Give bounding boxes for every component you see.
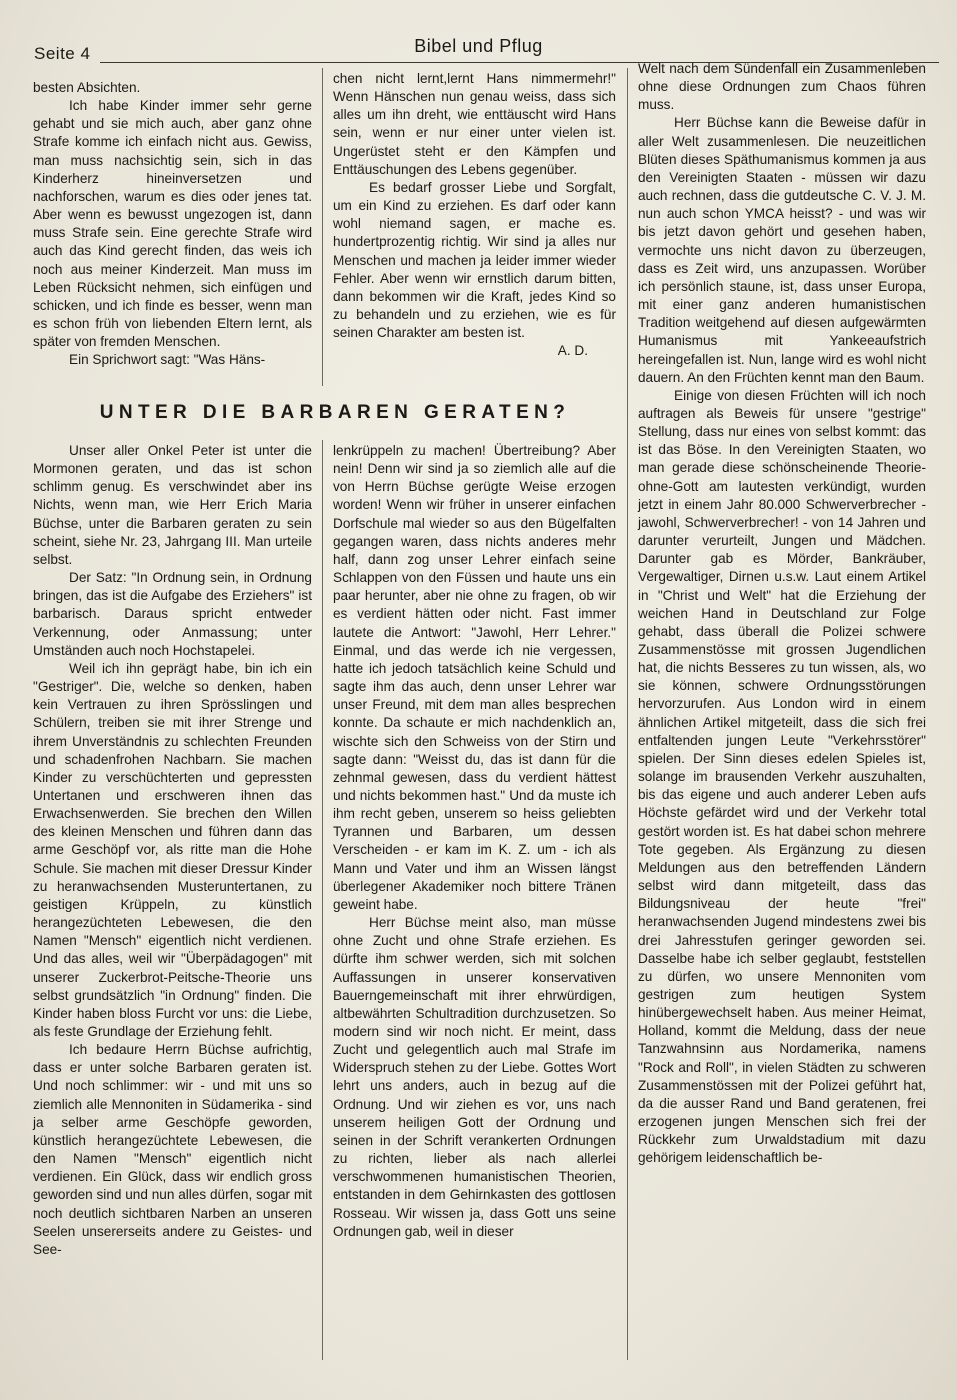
article2-column-3 [638, 60, 926, 1168]
article2-column-2 [333, 442, 616, 1241]
paragraph: besten Absichten. [33, 80, 141, 95]
paragraph: Unser aller Onkel Peter ist unter die Mormonen geraten, und das ist schon schlimm genug. Es verschwindet aber ins Nichts, wenn man, wie Herr Erich Maria Büchse, unter die Barbaren geraten zu sein scheint, siehe Nr. 23, Jahrgang III. Man urteile selbst. [33, 443, 312, 567]
page-number: Seite 4 [34, 44, 91, 63]
paragraph: lenkrüppeln zu machen! Übertreibung? Aber nein! Denn wir sind ja so ziemlich alle auf die von Herrn Büchse gerügte Weise erzogen worden! Wenn wir früher in unserer einfachen Dorfschule mal wieder so aus den Bügelfalten gegangen waren, dass nichts anderes mehr half, dann zog unser Lehrer einfach seine Schlappen von den Füssen und haute uns ein paar herunter, aber nie ohne zu fragen, ob wir es verdient hätten oder nicht. Fast immer lautete die Antwort: "Jawohl, Herr Lehrer." Einmal, und das werde ich nie vergessen, hatte ich jedoch tatsächlich keine Schuld und sagte ihm das auch, denn unser Lehrer war unser Freund, mit dem man alles besprechen konnte. Da schaute er mich nachdenklich an, wischte sich den Schweiss von der Stirn und sagte dann: "Weisst du, das ist dann für die zehnmal gewesen, dass du verdient hättest und nichts bekommen hast." Und da muste ich ihm recht geben, unserem so heiss geliebten Tyrannen und Barbaren, um dessen Verscheiden - er kam im K. Z. um - ich als Mann und Vater und ihm an Wissen längst überlegener Akademiker noch bittere Tränen geweint habe. [333, 443, 616, 912]
paragraph: chen nicht lernt,lernt Hans nimmermehr!" Wenn Hänschen nun genau weiss, dass sich alles um ihn dreht, wie enttäuscht wird Hans sein, wenn er nur einer unter vielen ist. Ungerüstet steht er den Kämpfen und Enttäuschungen des Lebens gegenüber. [333, 71, 616, 177]
paragraph: Ich habe Kinder immer sehr gerne gehabt und sie mich auch, aber ganz ohne Strafe komme ich einfach nicht aus. Gewiss, man muss nachsichtig sein, sich in das Kinderherz hineinversetzen und nachforschen, warum es dies oder jenes tat. Aber wenn es bewusst ungezogen ist, dann muss Strafe sein. Eine gerechte Strafe wird auch das Kind gerecht finden, das weis ich noch aus meiner Kinderzeit. Man muss im Leben Rücksicht nehmen, sich einfügen und schicken, und ich finde es besser, wenn man es schon früh von liebenden Eltern lernt, als später von fremden Menschen. [33, 98, 312, 350]
paragraph: Ein Sprichwort sagt: "Was Häns- [69, 352, 266, 368]
article-title: UNTER DIE BARBAREN GERATEN? [99, 402, 571, 423]
paragraph: Ich bedaure Herrn Büchse aufrichtig, dass er unter solche Barbaren geraten ist. Und noch schlimmer: wir - und mit uns so ziemlich alle Mennoniten in Südamerika - sind ja selber arme Geschöpfe geworden, künstlich herangezüchtete Lebewesen, die den Namen "Mensch" eigentlich nicht verdienen. Ein Glück, dass wir endlich gross geworden sind und nun alles dürfen, sogar mit noch deutlich sichtbaren Narben an unseren Seelen unsererseits andere zu Geistes- und See- [33, 1042, 312, 1257]
paragraph: Es bedarf grosser Liebe und Sorgfalt, um ein Kind zu erziehen. Es darf oder kann wohl niemand sagen, er mache es. hundertprozentig richtig. Wir sind ja alles nur Menschen und machen ja leider immer wieder Fehler. Aber wenn wir ernstlich darum bitten, dann bekommen wir die Kraft, jedes Kind so zu behandeln und zu erziehen, wie es für seinen Charakter am besten ist. [333, 179, 616, 341]
article2-column-1 [33, 442, 312, 1259]
paragraph: Weil ich ihn geprägt habe, bin ich ein "Gestriger". Die, welche so denken, haben kein Vertrauen zu ihren Sprösslingen und Schülern, treiben sie mit ihrer Strenge und ihrem Unverständnis zu schlechten Freunden und schadenfrohen Nachbarn. Sie machen Kinder zu verschüchterten und gepressten Untertanen und erschweren ihnen das Erwachsenwerden. Sie brechen den Willen des kleinen Menschen und führen dann das arme Geschöpf vor, als ritte man die Hohe Schule. Sie machen mit dieser Dressur Kinder zu heranwachsenden Musteruntertanen, zu geistigen Krüppeln, zu künstlich herangezüchteten Lebewesen, die den Namen "Mensch" eigentlich nicht verdienen. Und das alles, weil wir "Überpädagogen" mit unserer Zuckerbrot-Peitsche-Theorie uns selbst grundsätzlich "in Ordnung" finden. Die Kinder haben bloss Furcht vor uns: die Liebe, als feste Grundlage der Erziehung fehlt. [33, 660, 312, 1039]
paragraph: Herr Büchse meint also, man müsse ohne Zucht und ohne Strafe erziehen. Es dürfte ihm schwer werden, sich mit solchen Auffassungen in unserer konservativen Bauerngemeinschaft mit ihrer ehrwürdigen, altbewährten Schultradition durchzusetzen. So modern sind wir noch nicht. Er meint, dass Zucht und gelegentlich auch mal Strafe im Widerspruch stehen zu der Liebe. Gottes Wort lehrt uns anders, auch in bezug auf die Ordnung. Und wir ziehen es vor, uns nach unserem heiligen Gott der Ordnung und seinen in der Schrift verankerten Ordnungen zu richten, lieber als nach allerlei verschwommenen humanistischen Theorien, entstanden in dem Gehirnkasten des gottlosen Rosseau. Wir wissen ja, dass Gott uns seine Ordnungen gab, weil in dieser [333, 915, 616, 1239]
column-divider [627, 68, 628, 1360]
signature: A. D. [557, 343, 588, 359]
paragraph: Einige von diesen Früchten will ich noch auftragen als Beweis für unsere "gestrige" Stellung, dass nur eines von selbst kommt: das ist das Böse. In den Vereinigten Staaten, wo man gerade diese schönscheinende Theorie-ohne-Gott am lautesten verkündigt, wurden jetzt in einem Jahr 80.000 Schwerverbrecher - jawohl, Schwerverbrecher! - von 14 Jahren und darunter verurteilt, Jungen und Mädchen. Darunter gab es Mörder, Bankräuber, Vergewaltiger, Dirnen u.s.w. Laut einem Artikel in "Christ und Welt" hat die Erziehung der weichen Hand in Deutschland zur Folge gehabt, dass überall die Polizei schwere Zusammenstösse mit grossen Jugendlichen hat, die nichts Besseres zu tun wissen, als, wo sie können, schwere Ordnungsstörungen hervorzurufen. Aus London wird in einem ähnlichen Artikel mitgeteilt, dass die sich frei entfaltenden jungen Leute "Verkehrsstörer" spielen. Der Sinn dieses edelen Spieles ist, solange im brausenden Verkehr auszuhalten, bis das eigene und auch anderer Leben aufs Höchste gefärdet wird und der Verkehr total gestört worden ist. Es hat dabei schon mehrere Tote gegeben. Als Ergänzung zu diesen Meldungen aus den betreffenden Ländern selbst wird dann mitgeteilt, dass das Bildungsniveau der heute "frei" heranwachsenden Jugend mindestens zwei bis drei Jahresstufen geringer geworden sei. Dasselbe habe ich selber geglaubt, feststellen zu dürfen, wo unsere Mennoniten vom gestrigen zum heutigen System hinübergewechselt haben. Aus meiner Heimat, Holland, kommt die Meldung, dass der neue Tanzwahnsinn aus Nordamerika, namens "Rock and Roll", in vielen Städten zu schweren Zusammenstössen mit der Polizei geführt hat, da die ausser Rand und Band geratenen, frei erzogenen jungen Menschen sich frei der Rückkehr zum Urwaldstadium mit dazu gehörigem leidenschaftlich be- [638, 387, 926, 1166]
article1-column-2 [333, 70, 616, 361]
paragraph: Herr Büchse kann die Beweise dafür in aller Welt zusammenlesen. Die neuzeitlichen Blüten dieses Späthumanismus kommen ja aus den Vereinigten Staaten - müssen wir dazu auch rechnen, dass die gutdeutsche C. V. J. M. nun auch schon YMCA heisst? - und was wir bis jetzt davon gehört und gesehen haben, vermochte uns nicht davon zu überzeugen, dass es Zeit wird, uns anzupassen. Worüber ich persönlich staune, ist, dass unser Europa, mit einer ganz anderen humanistischen Tradition weitgehend auf diesen aufgewärmten Humanismus mit Yankeeaufstrich hereingefallen ist. Nun, lange wird es wohl nicht dauern. An den Früchten kennt man den Baum. [638, 115, 926, 385]
publication-title: Bibel und Pflug [414, 36, 543, 56]
paragraph: Der Satz: "In Ordnung sein, in Ordnung bringen, das ist die Aufgabe des Erziehers" ist barbarisch. Daraus spricht entweder Verkennung, oder Anmassung; unter Umständen auch noch Hochstapelei. [33, 570, 312, 658]
column-divider [322, 440, 323, 1360]
column-divider [322, 68, 323, 386]
paragraph: Welt nach dem Sündenfall ein Zusammenleben ohne diese Ordnungen zum Chaos führen muss. [638, 61, 926, 113]
article1-column-1 [33, 79, 312, 370]
